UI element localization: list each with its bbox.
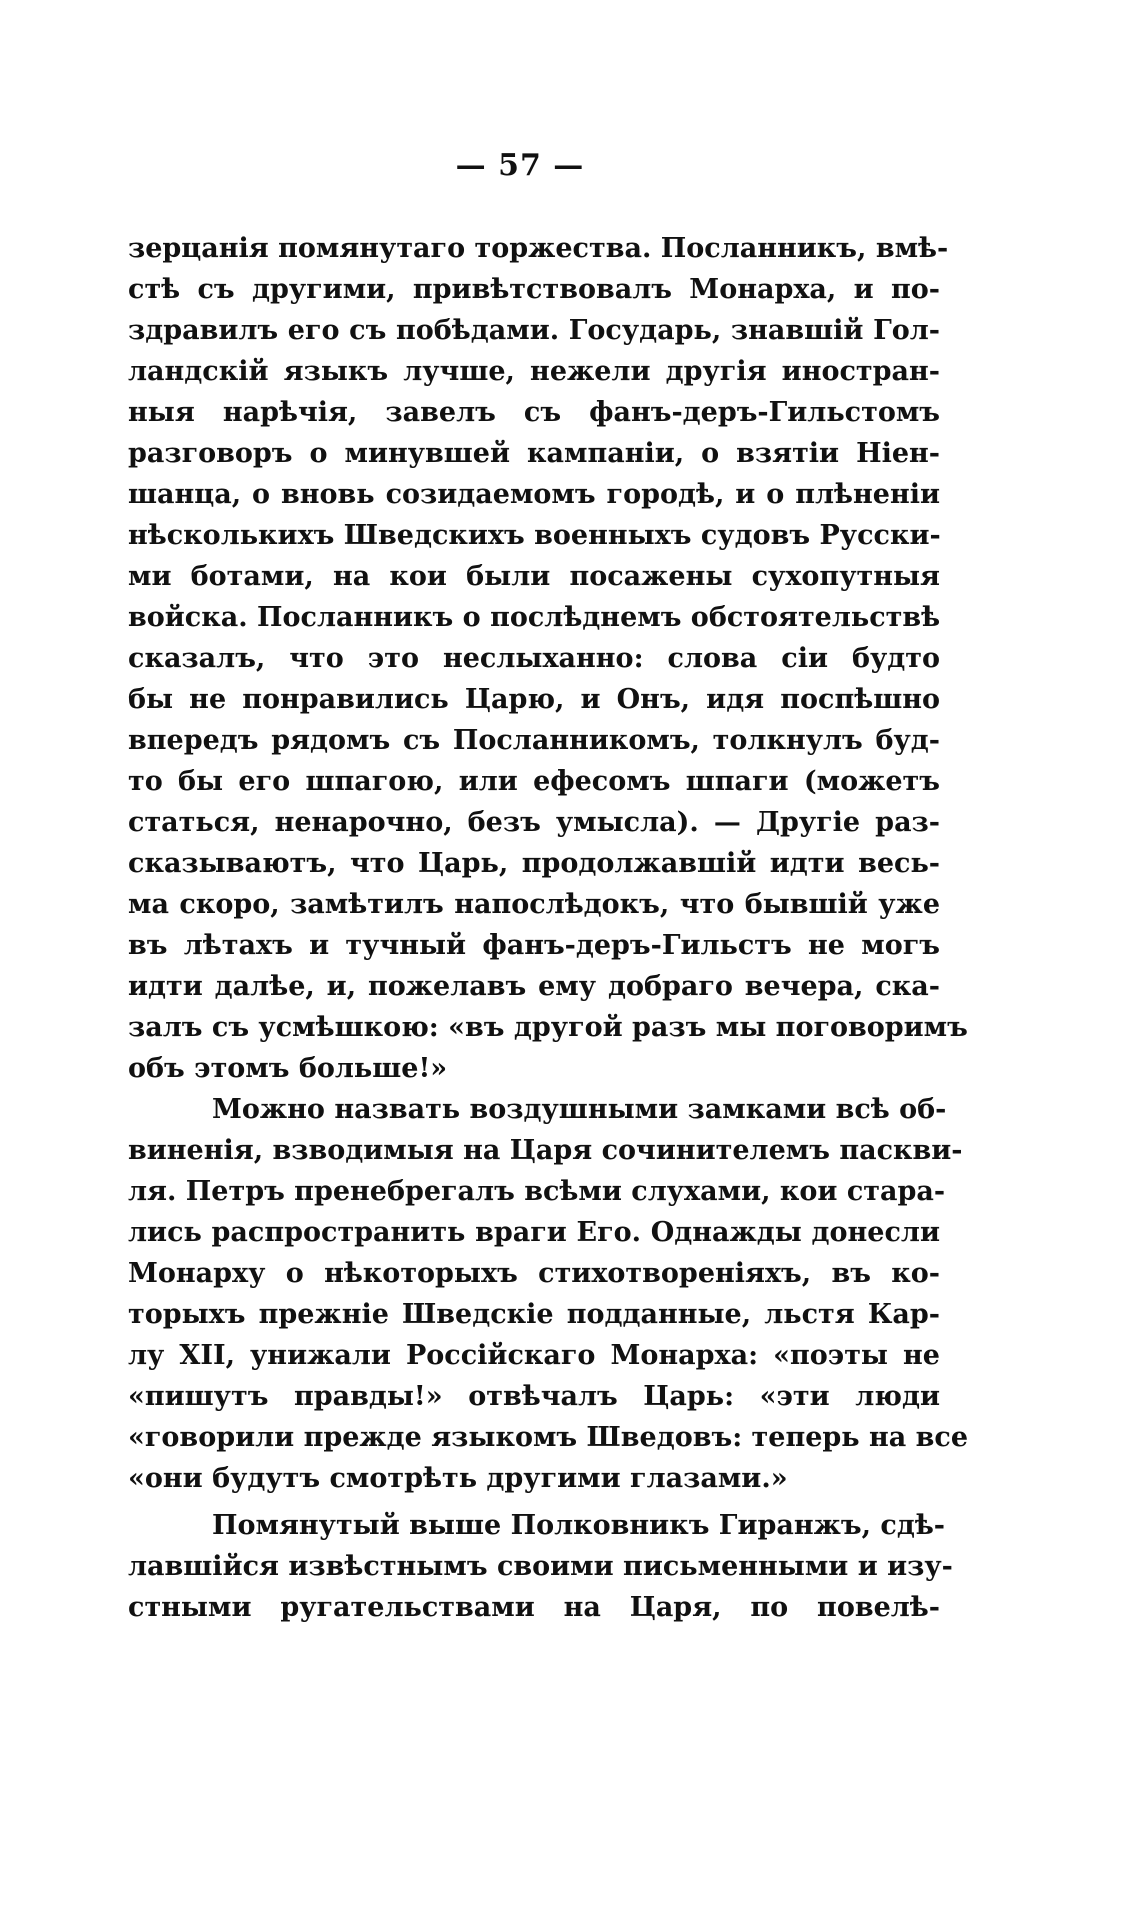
- text-line: стными ругательствами на Царя, по повелѣ-: [128, 1592, 940, 1623]
- text-line: лись распространить враги Его. Однажды донесли: [128, 1217, 940, 1248]
- text-line: «они будутъ смотрѣть другими глазами.»: [128, 1463, 788, 1494]
- text-line: Можно назвать воздушными замками всѣ об-: [212, 1094, 947, 1125]
- text-line: бы не понравились Царю, и Онъ, идя поспѣшно: [128, 684, 940, 715]
- text-line: «говорили прежде языкомъ Шведовъ: теперь на все: [128, 1422, 969, 1453]
- text-line: торыхъ прежніе Шведскіе подданные, льстя Кар-: [128, 1299, 940, 1330]
- text-line: лу XII, унижали Россійскаго Монарха: «поэты не: [128, 1340, 940, 1371]
- text-line: впередъ рядомъ съ Посланникомъ, толкнулъ буд-: [128, 725, 940, 756]
- text-line: «пишутъ правды!» отвѣчалъ Царь: «эти люди: [128, 1381, 940, 1412]
- text-line: въ лѣтахъ и тучный фанъ-деръ-Гильстъ не могъ: [128, 930, 940, 961]
- text-line: лавшійся извѣстнымъ своими письменными и изу-: [128, 1551, 953, 1582]
- text-line: шанца, о вновь созидаемомъ городѣ, и о плѣненіи: [128, 479, 940, 510]
- text-line: Монарху о нѣкоторыхъ стихотвореніяхъ, въ ко-: [128, 1258, 940, 1289]
- paragraph-3: [128, 1505, 953, 1628]
- text-line: войска. Посланникъ о послѣднемъ обстоятельствѣ: [128, 602, 941, 633]
- body-text: [128, 228, 969, 1628]
- page-number: — 57 —: [455, 148, 585, 183]
- text-line: ми ботами, на кои были посажены сухопутныя: [128, 561, 940, 592]
- text-line: здравилъ его съ побѣдами. Государь, знавшій Гол-: [128, 315, 940, 346]
- text-line: стѣ съ другими, привѣтствовалъ Монарха, и по-: [128, 274, 940, 305]
- text-line: зерцанія помянутаго торжества. Посланникъ, вмѣ-: [128, 233, 949, 264]
- text-line: виненія, взводимыя на Царя сочинителемъ паскви-: [128, 1135, 963, 1166]
- text-line: Помянутый выше Полковникъ Гиранжъ, сдѣ-: [212, 1510, 946, 1541]
- text-line: разговоръ о минувшей кампаніи, о взятіи Ніен-: [128, 438, 940, 469]
- text-line: ма скоро, замѣтилъ напослѣдокъ, что бывшій уже: [128, 889, 940, 920]
- text-line: идти далѣе, и, пожелавъ ему добраго вечера, ска-: [128, 971, 940, 1002]
- text-line: ландскій языкъ лучше, нежели другія иностран-: [128, 356, 940, 387]
- text-line: залъ съ усмѣшкою: «въ другой разъ мы поговоримъ: [128, 1012, 968, 1043]
- text-line: сказываютъ, что Царь, продолжавшій идти весь-: [128, 848, 940, 879]
- text-line: статься, ненарочно, безъ умысла). — Другіе раз-: [128, 807, 940, 838]
- paragraph-1: [128, 228, 968, 1089]
- text-line: сказалъ, что это неслыханно: слова сіи будто: [128, 643, 940, 674]
- text-line: то бы его шпагою, или ефесомъ шпаги (можетъ: [128, 766, 940, 797]
- text-line: ныя нарѣчія, завелъ съ фанъ-деръ-Гильстомъ: [128, 397, 940, 428]
- text-line: ля. Петръ пренебрегалъ всѣми слухами, кои стара-: [128, 1176, 946, 1207]
- text-line: нѣсколькихъ Шведскихъ военныхъ судовъ Русски-: [128, 520, 941, 551]
- text-line: объ этомъ больше!»: [128, 1053, 448, 1084]
- paragraph-2: [128, 1089, 969, 1499]
